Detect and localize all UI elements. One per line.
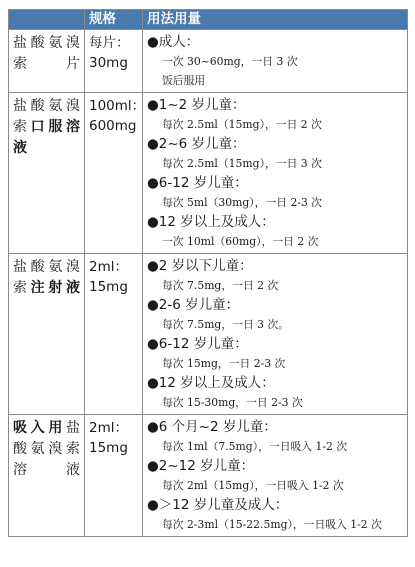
drug-name-form: 口服溶液 (13, 119, 81, 156)
drug-name-text: 盐酸氨溴索溶液 (13, 420, 80, 478)
spec-line: 每片： (89, 35, 130, 51)
usage-detail: 每次 15-30mg，一日 2-3 次 (162, 396, 303, 409)
usage-heading: ●12 岁以上及成人： (147, 375, 275, 391)
usage-detail: 饭后服用 (162, 74, 206, 87)
drug-spec (85, 93, 146, 254)
usage-heading: ●2 岁以下儿童： (147, 258, 253, 274)
drug-usage (143, 254, 408, 415)
usage-detail: 每次 2.5ml（15mg），一日 2 次 (162, 118, 322, 131)
drug-usage (143, 30, 408, 93)
drug-spec (85, 415, 143, 537)
usage-heading: ●12 岁以上及成人： (147, 214, 275, 230)
usage-detail: 一次 10ml（60mg），一日 2 次 (162, 235, 319, 248)
usage-detail: 每次 2-3ml（15-22.5mg），一日吸入 1-2 次 (162, 518, 382, 531)
drug-name-prefix: 吸入用 (13, 420, 66, 436)
drug-name (9, 93, 85, 254)
table-header-row (9, 10, 408, 30)
usage-detail: 每次 1ml（7.5mg），一日吸入 1-2 次 (162, 440, 348, 453)
usage-detail: 一次 30~60mg，一日 3 次 (162, 55, 298, 68)
usage-detail: 每次 15mg，一日 2-3 次 (162, 357, 286, 370)
usage-heading: ●6-12 岁儿童： (147, 336, 248, 352)
spec-line: 30mg (89, 55, 128, 71)
dosage-table-container (8, 9, 408, 537)
usage-detail: 每次 2.5ml（15mg），一日 3 次 (162, 157, 322, 170)
drug-name (9, 415, 85, 537)
usage-heading: ●2~6 岁儿童： (147, 136, 246, 152)
usage-heading: ●1~2 岁儿童： (147, 97, 246, 113)
usage-detail: 每次 7.5mg，一日 3 次。 (162, 318, 290, 331)
drug-name-form: 注射液 (30, 280, 81, 296)
spec-line: 2ml： (89, 420, 128, 436)
dosage-table (8, 9, 408, 537)
spec-line: 100ml： (89, 98, 146, 114)
table-row (9, 254, 408, 415)
drug-name (9, 30, 85, 93)
usage-heading: ●＞12 岁儿童及成人： (147, 497, 289, 513)
header-usage: 用法用量 (143, 10, 408, 30)
drug-spec (85, 254, 143, 415)
usage-detail: 每次 5ml（30mg），一日 2-3 次 (162, 196, 323, 209)
usage-heading: ●6-12 岁儿童： (147, 175, 248, 191)
drug-name-text: 盐酸氨溴索 (13, 259, 80, 296)
usage-heading: ●2-6 岁儿童： (147, 297, 240, 313)
drug-name-text: 盐酸氨溴索片 (13, 35, 80, 72)
usage-heading: ●6 个月~2 岁儿童： (147, 419, 277, 435)
spec-line: 15mg (89, 279, 128, 295)
drug-name (9, 254, 85, 415)
header-spec: 规格 (85, 10, 143, 30)
drug-name-text: 盐酸氨溴索 (13, 98, 80, 135)
drug-usage (143, 415, 408, 537)
table-row (9, 93, 408, 254)
drug-usage (143, 93, 408, 254)
usage-heading: ●成人： (147, 34, 200, 50)
header-name (9, 10, 85, 30)
spec-line: 600mg (89, 118, 137, 134)
spec-line: 15mg (89, 440, 128, 456)
usage-detail: 每次 7.5mg，一日 2 次 (162, 279, 279, 292)
table-row (9, 30, 408, 93)
table-row (9, 415, 408, 537)
spec-line: 2ml： (89, 259, 128, 275)
usage-heading: ●2~12 岁儿童： (147, 458, 255, 474)
drug-spec (85, 30, 143, 93)
usage-detail: 每次 2ml（15mg），一日吸入 1-2 次 (162, 479, 344, 492)
